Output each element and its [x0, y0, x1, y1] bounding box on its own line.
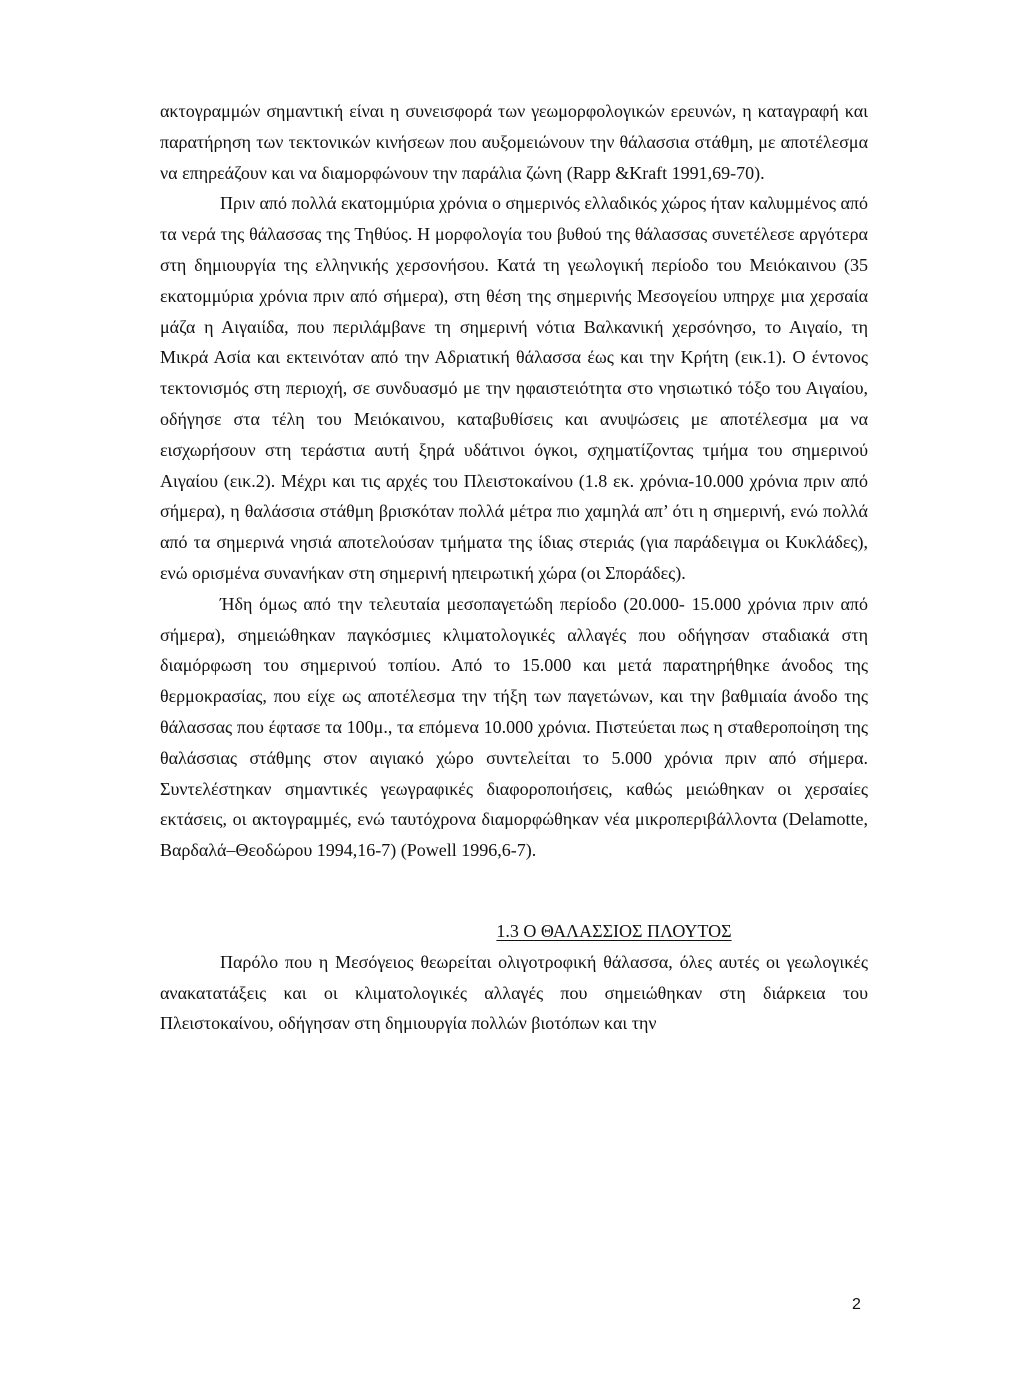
section-paragraph: Παρόλο που η Μεσόγειος θεωρείται ολιγοτροφική θάλασσα, όλες αυτές οι γεωλογικές ανακατατάξεις και οι κλιματολογικές αλλαγές που σημειώθηκαν στη διάρκεια του Πλειστοκαίνου, οδήγησαν στη δημιουργία πολλών βιοτόπων και την	[160, 951, 868, 1034]
section-heading	[160, 916, 868, 947]
paragraph-3: Ήδη όμως από την τελευταία μεσοπαγετώδη περίοδο (20.000- 15.000 χρόνια πριν από σήμερα), σημειώθηκαν παγκόσμιες κλιματολογικές αλλαγές που οδήγησαν σταδιακά στη διαμόρφωση του σημερινού τοπίου. Από το 15.000 και μετά παρατηρήθηκε άνοδος της θερμοκρασίας, που είχε ως αποτέλεσμα την τήξη των παγετώνων, και την βαθμιαία άνοδο της θάλασσας που έφτασε τα 100μ., τα επόμενα 10.000 χρόνια. Πιστεύεται πως η σταθεροποίηση της θαλάσσιας στάθμης στον αιγιακό χώρο συντελείται το 5.000 χρόνια πριν από σήμερα. Συντελέστηκαν σημαντικές γεωγραφικές διαφοροποιήσεις, καθώς μειώθηκαν οι χερσαίες εκτάσεις, οι ακτογραμμές, ενώ ταυτόχρονα διαμορφώθηκαν νέα μικροπεριβάλλοντα (Delamotte, Βαρδαλά–Θεοδώρου 1994,16-7) (Powell 1996,6-7).	[160, 593, 868, 861]
page-body	[160, 96, 868, 1039]
paragraph-1: ακτογραμμών σημαντική είναι η συνεισφορά των γεωμορφολογικών ερευνών, η καταγραφή και παρατήρηση των τεκτονικών κινήσεων που αυξομειώνουν την θάλασσια στάθμη, με αποτέλεσμα να επηρεάζουν και να διαμορφώνουν την παράλια ζώνη (Rapp &Kraft 1991,69-70).	[160, 101, 868, 183]
section-heading-text: 1.3 Ο ΘΑΛΑΣΣΙΟΣ ΠΛΟΥΤΟΣ	[496, 920, 732, 941]
paragraph-2: Πριν από πολλά εκατομμύρια χρόνια ο σημερινός ελλαδικός χώρος ήταν καλυμμένος από τα νερά της θάλασσας της Τηθύος. Η μορφολογία του βυθού της θάλασσας συνετέλεσε αργότερα στη δημιουργία της ελληνικής χερσονήσου. Κατά τη γεωλογική περίοδο του Μειόκαινου (35 εκατομμύρια χρόνια πριν από σήμερα), στη θέση της σημερινής Μεσογείου υπηρχε μια χερσαία μάζα η Αιγαιίδα, που περιλάμβανε τη σημερινή νότια Βαλκανική χερσόνησο, το Αιγαίο, τη Μικρά Ασία και εκτεινόταν από την Αδριατική θάλασσα έως και την Κρήτη (εικ.1). Ο έντονος τεκτονισμός στη περιοχή, σε συνδυασμό με την ηφαιστειότητα στο νησιωτικό τόξο του Αιγαίου, οδήγησε στα τέλη του Μειόκαινου, καταβυθίσεις και ανυψώσεις με αποτέλεσμα μα να εισχωρήσουν στη τεράστια αυτή ξηρά υδάτινοι όγκοι, σχηματίζοντας τμήμα του σημερινού Αιγαίου (εικ.2). Μέχρι και τις αρχές του Πλειστοκαίνου (1.8 εκ. χρόνια-10.000 χρόνια πριν από σήμερα), η θαλάσσια στάθμη βρισκόταν πολλά μέτρα πιο χαμηλά απ’ ότι η σημερινή, ενώ πολλά από τα σημερινά νησιά αποτελούσαν τμήματα της ίδιας στεριάς (για παράδειγμα οι Κυκλάδες), ενώ ορισμένα συνανήκαν στη σημερινή ηπειρωτική χώρα (οι Σποράδες).	[160, 193, 868, 583]
page-number: 2	[852, 1296, 861, 1313]
